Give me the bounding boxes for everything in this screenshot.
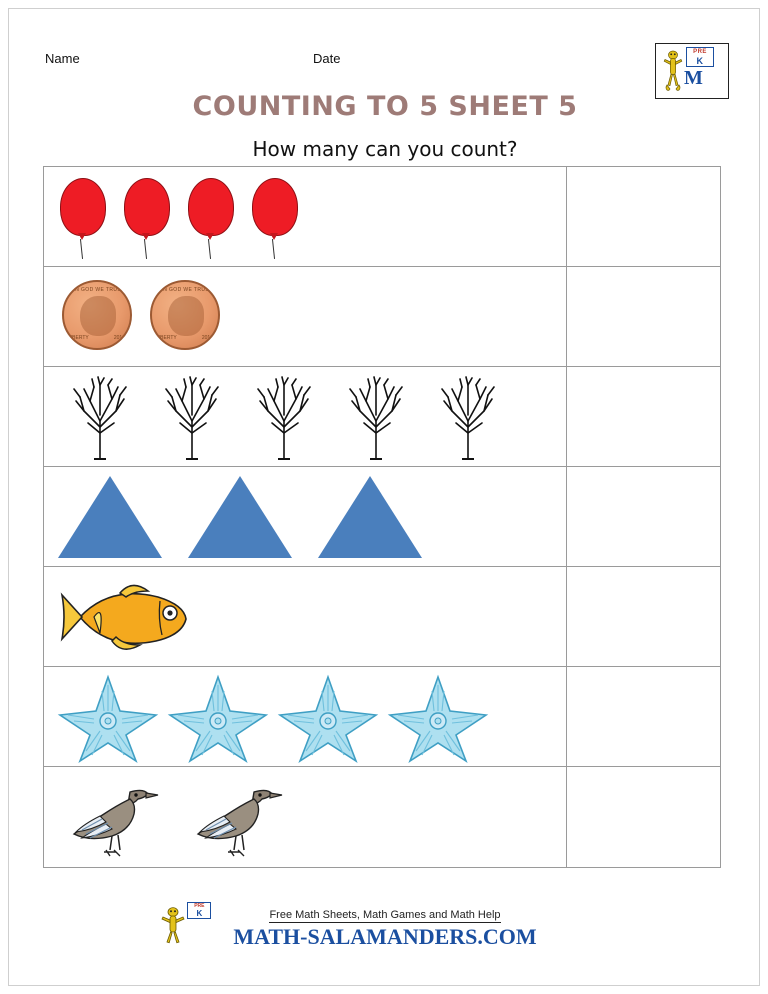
table-row <box>44 367 720 467</box>
counting-table <box>43 166 721 868</box>
items-group <box>54 371 514 463</box>
bird-icon <box>60 772 170 862</box>
items-group <box>54 174 310 260</box>
tree-icon <box>146 371 238 463</box>
items-group <box>54 671 494 763</box>
starfish-icon <box>384 671 492 763</box>
answer-box[interactable] <box>567 367 720 466</box>
table-row <box>44 667 720 767</box>
items-group <box>54 772 308 862</box>
footer-tagline: Free Math Sheets, Math Games and Math Help <box>269 909 501 921</box>
k-label: K <box>196 909 203 918</box>
penny-icon <box>150 280 224 354</box>
pre-k-badge <box>686 47 714 67</box>
row-items-bird <box>44 767 567 867</box>
footer-brand[interactable]: MATH-SALAMANDERS.COM <box>233 924 537 949</box>
row-items-tree <box>44 367 567 466</box>
table-row <box>44 567 720 667</box>
items-group <box>54 577 192 657</box>
items-group <box>54 476 448 558</box>
tree-icon <box>238 371 330 463</box>
penny-motto: IN GOD WE TRUST <box>73 286 125 293</box>
k-label: K <box>696 56 704 66</box>
balloon-icon <box>118 174 176 260</box>
worksheet-page <box>8 8 760 986</box>
date-label: Date <box>313 51 341 66</box>
table-row <box>44 767 720 867</box>
penny-year: 2010 <box>201 334 213 341</box>
answer-box[interactable] <box>567 667 720 766</box>
triangle-icon <box>188 476 292 558</box>
table-row <box>44 267 720 367</box>
salamander-icon <box>662 48 684 94</box>
balloon-icon <box>182 174 240 260</box>
triangle-icon <box>318 476 422 558</box>
name-label: Name <box>45 51 80 66</box>
penny-year: 2010 <box>113 334 125 341</box>
row-items-fish <box>44 567 567 666</box>
tree-icon <box>422 371 514 463</box>
balloon-icon <box>54 174 112 260</box>
pre-label: PRE <box>693 49 707 55</box>
table-row <box>44 167 720 267</box>
row-items-starfish <box>44 667 567 766</box>
tree-icon <box>54 371 146 463</box>
page-footer <box>9 903 761 950</box>
penny-motto: IN GOD WE TRUST <box>161 286 213 293</box>
logo-m-letter: M <box>684 67 703 89</box>
answer-box[interactable] <box>567 167 720 266</box>
row-items-penny <box>44 267 567 366</box>
page-subtitle: How many can you count? <box>252 137 518 161</box>
row-items-triangle <box>44 467 567 566</box>
triangle-icon <box>58 476 162 558</box>
items-group <box>54 280 238 354</box>
starfish-icon <box>54 671 162 763</box>
pre-label: PRE <box>194 903 205 909</box>
answer-box[interactable] <box>567 467 720 566</box>
starfish-icon <box>164 671 272 763</box>
answer-box[interactable] <box>567 767 720 867</box>
penny-liberty: LIBERTY <box>156 334 177 341</box>
penny-liberty: LIBERTY <box>68 334 89 341</box>
answer-box[interactable] <box>567 567 720 666</box>
pre-k-badge <box>187 902 211 919</box>
starfish-icon <box>274 671 382 763</box>
page-title: COUNTING TO 5 SHEET 5 <box>192 91 578 122</box>
penny-icon <box>62 280 136 354</box>
balloon-icon <box>246 174 304 260</box>
tree-icon <box>330 371 422 463</box>
row-items-balloon <box>44 167 567 266</box>
answer-box[interactable] <box>567 267 720 366</box>
fish-icon <box>60 577 192 657</box>
footer-divider <box>269 922 501 923</box>
table-row <box>44 467 720 567</box>
bird-icon <box>184 772 294 862</box>
